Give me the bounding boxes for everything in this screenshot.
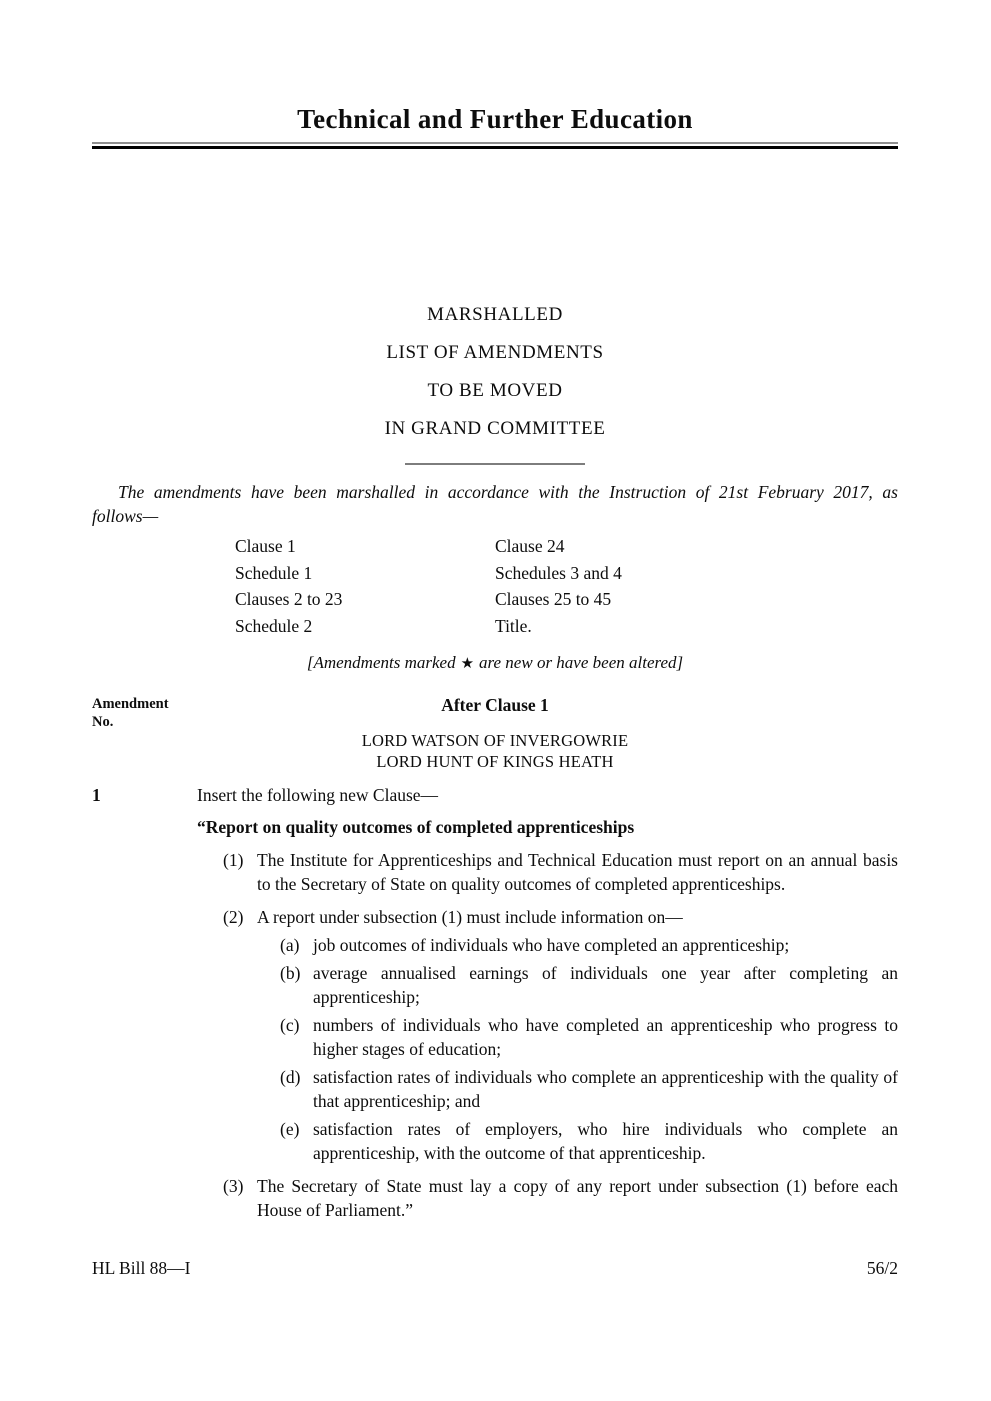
subsection-3 xyxy=(197,1174,898,1222)
item-text: average annualised earnings of individuals one year after completing an apprenticeship; xyxy=(313,963,898,1007)
amendment-instruction: Insert the following new Clause— xyxy=(197,785,439,805)
amendment-no-column-header xyxy=(92,695,169,731)
subsection-number: (1) xyxy=(223,850,244,870)
order-item: Clauses 25 to 45 xyxy=(495,589,612,609)
amendment-1 xyxy=(92,783,898,1222)
item-letter: (c) xyxy=(280,1015,300,1035)
order-item: Schedules 3 and 4 xyxy=(495,562,622,583)
star-note-prefix: [Amendments marked xyxy=(306,653,456,672)
subsection-text: A report under subsection (1) must include information on— xyxy=(257,907,683,927)
item-text: satisfaction rates of individuals who complete an apprenticeship with the quality of that apprenticeship; and xyxy=(313,1067,898,1111)
marshalled-heading-line-1: MARSHALLED xyxy=(427,304,563,325)
item-text: job outcomes of individuals who have completed an apprenticeship; xyxy=(313,935,790,955)
subsection-2 xyxy=(197,905,898,929)
star-note xyxy=(92,653,898,673)
item-letter: (b) xyxy=(280,963,301,983)
item-text: numbers of individuals who have completed an apprenticeship who progress to higher stages of education; xyxy=(313,1015,898,1059)
mover-name: LORD WATSON OF INVERGOWRIE xyxy=(361,731,629,750)
amendment-body xyxy=(197,783,898,1222)
subsection-number: (2) xyxy=(223,907,244,927)
sub-item-e xyxy=(197,1117,898,1165)
amendment-header-row xyxy=(92,693,898,730)
sub-item-c xyxy=(197,1013,898,1061)
sub-item-b xyxy=(197,961,898,1009)
sub-item-a xyxy=(197,933,898,957)
mover-name: LORD HUNT OF KINGS HEATH xyxy=(376,751,614,771)
marshalled-heading-line-2: LIST OF AMENDMENTS xyxy=(386,342,604,363)
bill-number: HL Bill 88—I xyxy=(92,1258,191,1278)
sub-item-d xyxy=(197,1065,898,1113)
marshalled-heading xyxy=(92,302,898,441)
page-footer xyxy=(92,1258,898,1279)
order-item: Title. xyxy=(495,615,532,636)
order-item: Schedule 1 xyxy=(235,562,313,583)
document-title: Technical and Further Education xyxy=(297,104,693,134)
place-heading: After Clause 1 xyxy=(441,695,549,715)
item-letter: (e) xyxy=(280,1119,300,1139)
amendment-number: 1 xyxy=(92,785,101,805)
order-item: Clause 1 xyxy=(235,536,296,556)
order-item: Clauses 2 to 23 xyxy=(235,589,343,609)
movers-list xyxy=(92,731,898,772)
star-icon: ★ xyxy=(460,656,475,672)
clause-title: “Report on quality outcomes of completed apprenticeships xyxy=(197,817,635,837)
title-rule-thin xyxy=(92,142,898,144)
item-letter: (a) xyxy=(280,935,300,955)
sheet-number: 56/2 xyxy=(866,1258,898,1278)
item-letter: (d) xyxy=(280,1067,301,1087)
star-note-suffix: are new or have been altered] xyxy=(479,653,684,672)
marshalling-order-right-column xyxy=(495,533,622,639)
amendment-no-label-line-1: Amendment xyxy=(92,696,169,712)
subsection-1 xyxy=(197,848,898,896)
item-text: satisfaction rates of employers, who hire individuals who complete an apprenticeship, with the outcome of that apprenticeship. xyxy=(313,1119,898,1163)
title-rule xyxy=(92,142,898,149)
subsection-2-items xyxy=(197,933,898,1165)
order-item: Schedule 2 xyxy=(235,615,313,636)
marshalled-heading-line-3: TO BE MOVED xyxy=(427,380,563,401)
order-item: Clause 24 xyxy=(495,536,565,556)
marshalling-order-left-column xyxy=(235,533,495,639)
subsection-text: The Secretary of State must lay a copy of any report under subsection (1) before each House of Parliament.” xyxy=(257,1176,898,1220)
marshalling-order xyxy=(92,533,898,639)
marshalled-heading-line-4: IN GRAND COMMITTEE xyxy=(384,418,606,439)
amendment-no-label-line-2: No. xyxy=(92,714,114,730)
subsection-text: The Institute for Apprenticeships and Technical Education must report on an annual basis to the Secretary of State on quality outcomes of completed apprenticeships. xyxy=(257,850,898,894)
section-divider xyxy=(405,463,585,465)
marshalling-note: The amendments have been marshalled in accordance with the Instruction of 21st February 2017, as follows— xyxy=(92,482,898,526)
title-rule-thick xyxy=(92,146,898,149)
subsection-number: (3) xyxy=(223,1176,244,1196)
